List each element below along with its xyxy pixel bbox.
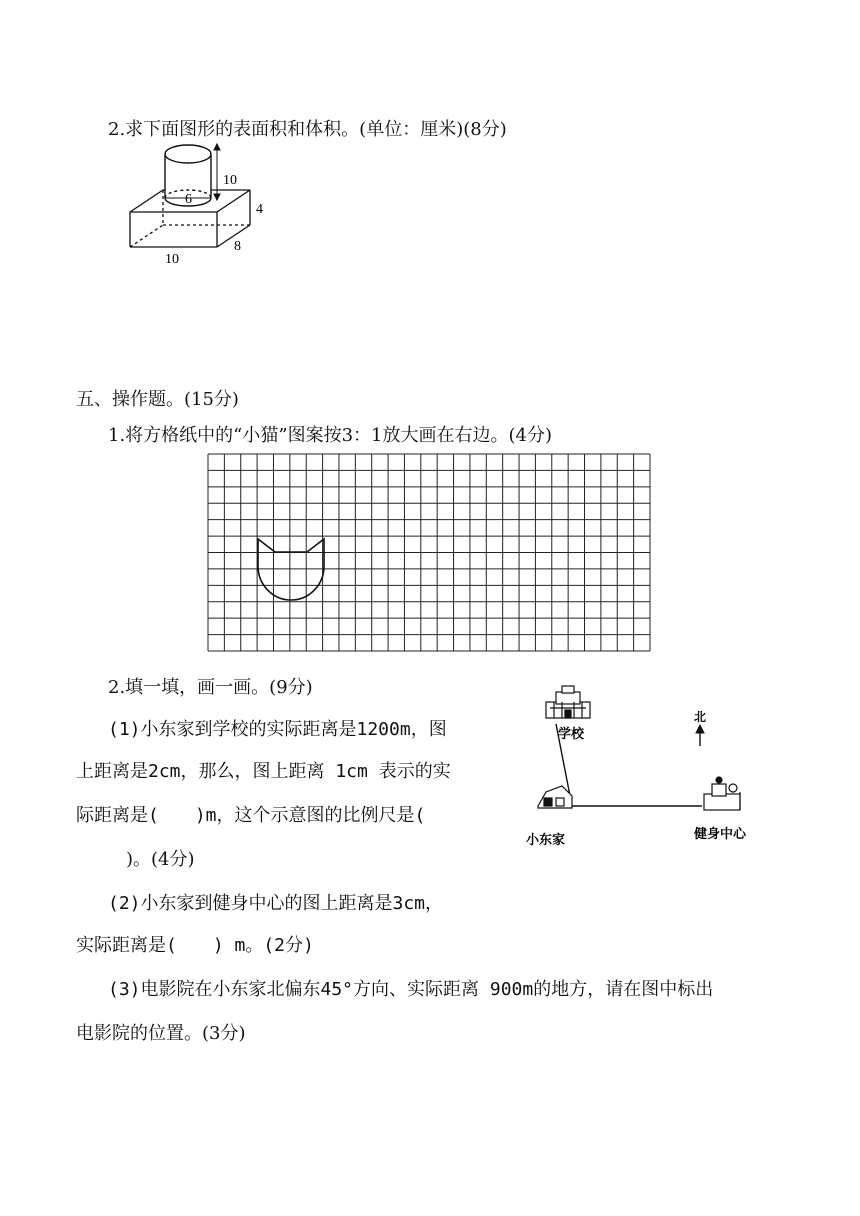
q5-2-part3-line2: 电影院的位置。(3分) (76, 1023, 246, 1044)
cyl-height-label: 10 (223, 173, 237, 188)
gym-icon (704, 777, 740, 810)
school-label: 学校 (558, 726, 585, 741)
q5-2-part1-line4: )。(4分) (108, 849, 195, 870)
school-icon (546, 686, 590, 718)
q5-1-text: 1.将方格纸中的“小猫”图案按3：1放大画在右边。(4分) (108, 425, 552, 446)
q5-2-part1-line3: 际距离是( )m，这个示意图的比例尺是( (76, 805, 426, 826)
q5-2-part1-line2: 上距离是2cm，那么，图上距离 1cm 表示的实 (76, 761, 451, 782)
home-label: 小东家 (526, 832, 566, 847)
q5-2-part2-line2: 实际距离是( ) m。(2分) (76, 935, 314, 956)
q5-2-text: 2.填一填，画一画。(9分) (108, 677, 313, 698)
box-length-label: 10 (165, 252, 179, 267)
cuboid-cylinder-figure (125, 140, 405, 270)
gym-label: 健身中心 (694, 826, 747, 841)
box-width-label: 8 (234, 239, 241, 254)
box-height-label: 4 (256, 202, 263, 217)
north-arrow-icon (696, 725, 704, 746)
location-map (520, 684, 790, 854)
section5-title: 五、操作题。(15分) (76, 389, 239, 410)
kitten-pattern (258, 539, 324, 600)
cyl-diameter-label: 6 (185, 192, 192, 207)
north-label: 北 (694, 710, 707, 724)
q5-2-part3-line1: (3)电影院在小东家北偏东45°方向、实际距离 900m的地方，请在图中标出 (108, 979, 714, 1000)
square-grid-paper (208, 454, 650, 651)
q5-2-part2-line1: (2)小东家到健身中心的图上距离是3cm， (108, 893, 444, 914)
q5-2-part1-line1: (1)小东家到学校的实际距离是1200m，图 (108, 719, 447, 740)
q2-text: 2.求下面图形的表面积和体积。(单位：厘米)(8分) (108, 119, 507, 140)
home-icon (538, 786, 572, 808)
